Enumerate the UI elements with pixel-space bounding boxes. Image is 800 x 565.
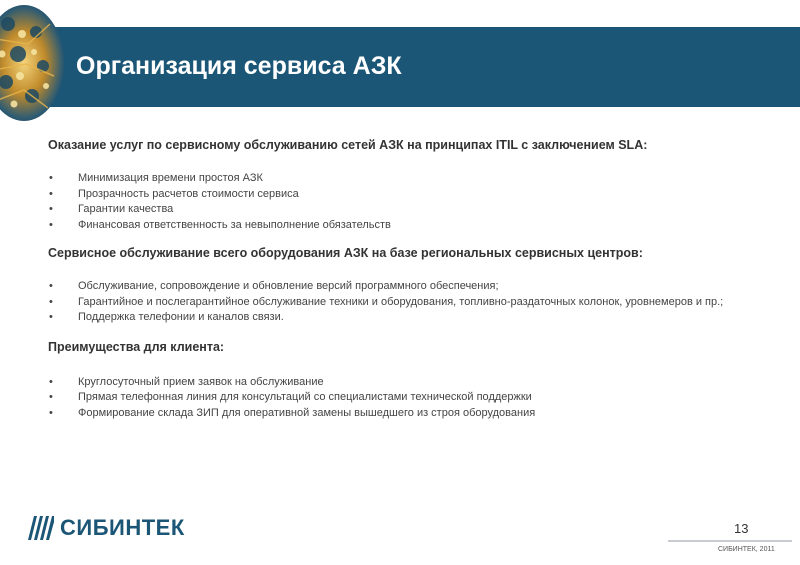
slide-content bbox=[48, 138, 778, 421]
page-title: Организация сервиса АЗК bbox=[76, 52, 402, 80]
brand-name: СИБИНТЕК bbox=[60, 515, 185, 540]
sibintek-logo-icon bbox=[26, 514, 54, 542]
list-item-text: Обслуживание, сопровождение и обновление версий программного обеспечения; bbox=[78, 280, 499, 292]
section-itil-services bbox=[48, 138, 778, 233]
bullet-list bbox=[48, 279, 778, 326]
list-item bbox=[48, 202, 778, 218]
bullet-list bbox=[48, 375, 778, 422]
section-heading: Оказание услуг по сервисному обслуживанию сетей АЗК на принципах ITIL с заключением SLA: bbox=[48, 138, 648, 152]
list-item-text: Прямая телефонная линия для консультаций со специалистами технической поддержки bbox=[78, 391, 532, 403]
list-item bbox=[48, 295, 778, 311]
list-item bbox=[48, 218, 778, 234]
list-item bbox=[48, 171, 778, 187]
bullet-icon: • bbox=[49, 280, 53, 292]
bullet-list bbox=[48, 171, 778, 233]
list-item bbox=[48, 279, 778, 295]
bullet-icon: • bbox=[49, 187, 53, 200]
kaleidoscope-emblem-icon bbox=[0, 4, 66, 122]
bullet-icon: • bbox=[49, 218, 53, 231]
list-item bbox=[48, 390, 778, 406]
bullet-icon: • bbox=[49, 406, 53, 419]
section-heading: Преимущества для клиента: bbox=[48, 339, 225, 354]
page-number: 13 bbox=[734, 521, 749, 536]
section-regional-service bbox=[48, 246, 778, 326]
copyright-text: СИБИНТЕК, 2011 bbox=[718, 546, 775, 553]
list-item-text: Формирование склада ЗИП для оперативной замены вышедшего из строя оборудования bbox=[78, 406, 536, 419]
list-item bbox=[48, 406, 778, 422]
bullet-icon: • bbox=[49, 311, 53, 323]
list-item-text: Финансовая ответственность за невыполнение обязательств bbox=[78, 218, 391, 231]
bullet-icon: • bbox=[49, 172, 53, 184]
section-heading: Сервисное обслуживание всего оборудования АЗК на базе региональных сервисных центров: bbox=[48, 246, 643, 260]
brand-logo bbox=[26, 513, 185, 543]
list-item-text: Гарантийное и послегарантийное обслуживание техники и оборудования, топливно-раздаточных колонок, уровнемеров и пр.; bbox=[78, 295, 724, 308]
list-item-text: Прозрачность расчетов стоимости сервиса bbox=[78, 187, 299, 200]
footer-divider bbox=[668, 540, 792, 542]
list-item-text: Гарантии качества bbox=[78, 203, 174, 215]
list-item bbox=[48, 375, 778, 391]
list-item-text: Поддержка телефонии и каналов связи. bbox=[78, 311, 284, 323]
list-item bbox=[48, 310, 778, 326]
list-item bbox=[48, 187, 778, 203]
bullet-icon: • bbox=[49, 203, 53, 215]
list-item-text: Круглосуточный прием заявок на обслуживание bbox=[78, 375, 324, 388]
bullet-icon: • bbox=[49, 375, 53, 388]
list-item-text: Минимизация времени простоя АЗК bbox=[78, 172, 263, 184]
bullet-icon: • bbox=[49, 391, 53, 403]
section-client-benefits bbox=[48, 340, 778, 422]
bullet-icon: • bbox=[49, 295, 53, 308]
